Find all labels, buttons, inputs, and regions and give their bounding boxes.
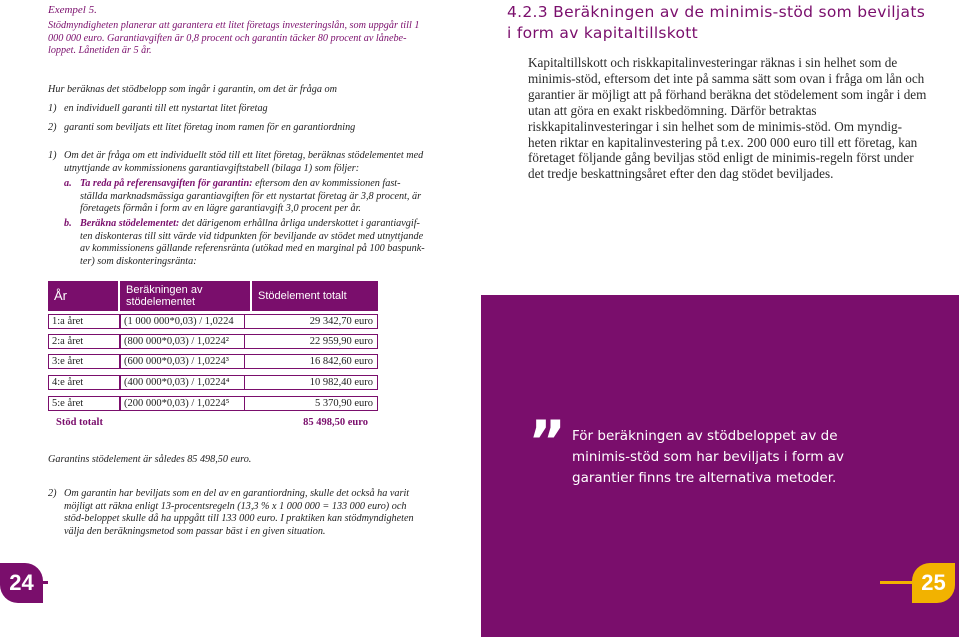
- example-title: Exempel 5.: [48, 4, 97, 16]
- section-heading: 4.2.3 Beräkningen av de minimis-stöd som beviljats i form av kapitaltillskott: [507, 3, 926, 42]
- paragraph-1-num: 1): [48, 150, 57, 161]
- page-number-right: 25: [912, 563, 955, 603]
- paragraph-1-text: Om det är fråga om ett individuellt stöd till ett litet företag, beräknas stödelementet med utnyttjande av kommissionens garantiavgiftstabell (bilaga 1) som följer:: [64, 150, 424, 174]
- table-header-year: År: [48, 281, 118, 311]
- table-cell-year: 3:e året: [48, 354, 120, 369]
- paragraph-2-num: 2): [48, 488, 57, 499]
- paragraph-1: [48, 150, 428, 175]
- option-1-text: en individuell garanti till ett nystartat litet företag: [64, 103, 268, 114]
- option-2-num: 2): [48, 122, 57, 133]
- option-2: [48, 118, 428, 137]
- table-cell-value: 29 342,70 euro: [245, 314, 378, 329]
- table-header-total: Stödelement totalt: [252, 281, 378, 311]
- table-cell-value: 10 982,40 euro: [245, 375, 378, 390]
- step-b: [64, 218, 428, 268]
- option-1-num: 1): [48, 103, 57, 114]
- option-1: [48, 99, 428, 118]
- paragraph-2: [48, 488, 428, 538]
- table-cell-value: 16 842,60 euro: [245, 354, 378, 369]
- question-block: [48, 80, 428, 137]
- support-table: [48, 281, 378, 431]
- section-body: Kapitaltillskott och riskkapitalinvesteringar räknas i sin helhet som de minimis-stöd, eftersom det inte på samma sätt som ovan i fråga om lån och garantier är möjligt att på förhand beräkna det stödelement som ingår i dem utan att göra en exakt riskbedömning. Därför betraktas riskkapitalinvesteringar i sin helhet som de minimis-stöd. Om myndig-heten riktar en kapitalinvestering på t.ex. 200 000 euro till ett företag, kan företaget följande gång beviljas stöd enligt de minimis-regeln först under det tredje beskattningsåret efter den dag stödet beviljades.: [528, 55, 927, 182]
- table-cell-calc: (200 000*0,03) / 1,0224⁵: [120, 396, 245, 411]
- table-cell-calc: (1 000 000*0,03) / 1,0224: [120, 314, 245, 329]
- table-total-value: 85 498,50 euro: [303, 417, 368, 428]
- step-a-text: eftersom den av kommissionen fast-ställda marknadsmässiga garantiavgiften för ett nystartat företag är 3,8 procent, är företagets förmån i form av en lägre garantiavgift 3,0 procent per år.: [80, 178, 422, 214]
- table-cell-calc: (600 000*0,03) / 1,0224³: [120, 354, 245, 369]
- table-cell-year: 1:a året: [48, 314, 120, 329]
- table-cell-value: 5 370,90 euro: [245, 396, 378, 411]
- page-edge-stripe-right: [880, 581, 912, 584]
- table-cell-year: 5:e året: [48, 396, 120, 411]
- step-a-lead: Ta reda på referensavgiften för garantin:: [80, 178, 253, 189]
- table-total-label: Stöd totalt: [56, 417, 103, 428]
- table-cell-year: 2:a året: [48, 334, 120, 349]
- step-b-label: b.: [64, 218, 72, 229]
- table-cell-value: 22 959,90 euro: [245, 334, 378, 349]
- page-number-left: 24: [0, 563, 43, 603]
- guarantee-summary: Garantins stödelement är således 85 498,50 euro.: [48, 454, 252, 465]
- paragraph-2-text: Om garantin har beviljats som en del av en garantiordning, skulle det också ha varit möjligt att räkna enligt 13-procentsregeln (13,3 % x 1 000 000 = 133 000 euro) och stöd-beloppet skulle då ha uppgått till 133 000 euro. I praktiken kan stödmyndigheten välja den beräkningsmetod som passar bäst i en given situation.: [64, 488, 414, 537]
- question-text: Hur beräknas det stödbelopp som ingår i garantin, om det är fråga om: [48, 84, 337, 95]
- table-header-calc: Beräkningen av stödelementet: [120, 281, 250, 311]
- option-2-text: garanti som beviljats ett litet företag inom ramen för en garantiordning: [64, 122, 356, 133]
- pull-quote: För beräkningen av stödbeloppet av de minimis-stöd som har beviljats i form av garantier finns tre alternativa metoder.: [572, 428, 844, 486]
- quote-mark-icon: ”: [528, 408, 567, 476]
- table-cell-calc: (400 000*0,03) / 1,0224⁴: [120, 375, 245, 390]
- example-intro: Stödmyndigheten planerar att garantera ett litet företags investeringslån, som uppgår till 1 000 000 euro. Garantiavgiften är 0,8 procent och garantin täcker 80 procent av lånebe-loppet. Lånetiden är 5 år.: [48, 20, 420, 56]
- step-a-label: a.: [64, 178, 72, 189]
- table-cell-calc: (800 000*0,03) / 1,0224²: [120, 334, 245, 349]
- step-b-text: det därigenom erhållna årliga underskottet i garantiavgif-ten diskonteras till sitt värde vid tidpunkten för beviljande av stödet med utnyttjande av kommissionens gällande referensränta (utökad med en marginal på 100 baspunk-ter) som diskonteringsränta:: [80, 218, 425, 267]
- step-b-lead: Beräkna stödelementet:: [80, 218, 180, 229]
- table-cell-year: 4:e året: [48, 375, 120, 390]
- step-a: [64, 178, 428, 216]
